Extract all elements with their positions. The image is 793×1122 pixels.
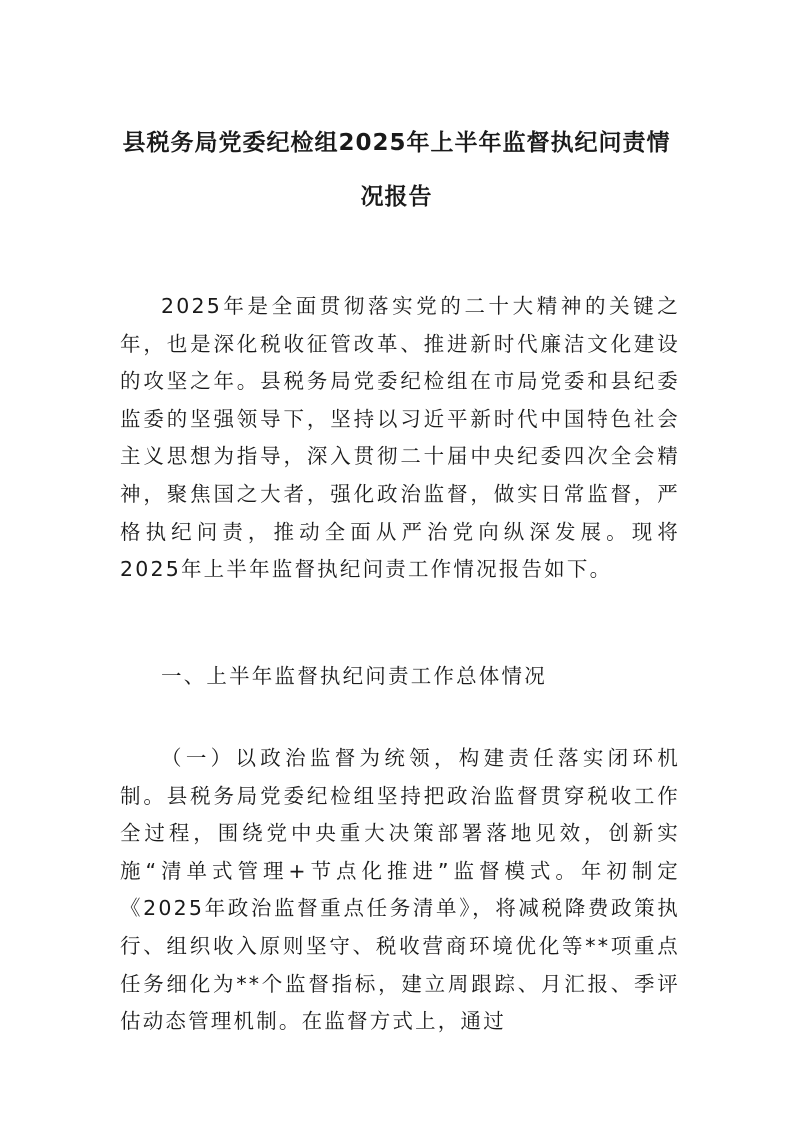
section-heading-1: 一、上半年监督执纪问责工作总体情况 bbox=[161, 664, 547, 688]
document-title-line-1: 县税务局党委纪检组2025年上半年监督执纪问责情 bbox=[122, 130, 671, 156]
subsection-paragraph-1: （一）以政治监督为统领，构建责任落实闭环机制。县税务局党委纪检组坚持把政治监督贯穿税收工作全过程，围绕党中央重大决策部署落地见效，创新实施“清单式管理+节点化推进”监督模式。年初制定《2025年政治监督重点任务清单》，将减税降费政策执行、组织收入原则坚守、税收营商环境优化等**项重点任务细化为**个监督指标，建立周跟踪、月汇报、季评估动态管理机制。在监督方式上，通过 bbox=[120, 746, 680, 1034]
intro-paragraph: 2025年是全面贯彻落实党的二十大精神的关键之年，也是深化税收征管改革、推进新时代廉洁文化建设的攻坚之年。县税务局党委纪检组在市局党委和县纪委监委的坚强领导下，坚持以习近平新时代中国特色社会主义思想为指导，深入贯彻二十届中央纪委四次全会精神，聚焦国之大者，强化政治监督，做实日常监督，严格执纪问责，推动全面从严治党向纵深发展。现将2025年上半年监督执纪问责工作情况报告如下。 bbox=[120, 294, 680, 582]
document-title-line-2: 况报告 bbox=[360, 184, 433, 210]
